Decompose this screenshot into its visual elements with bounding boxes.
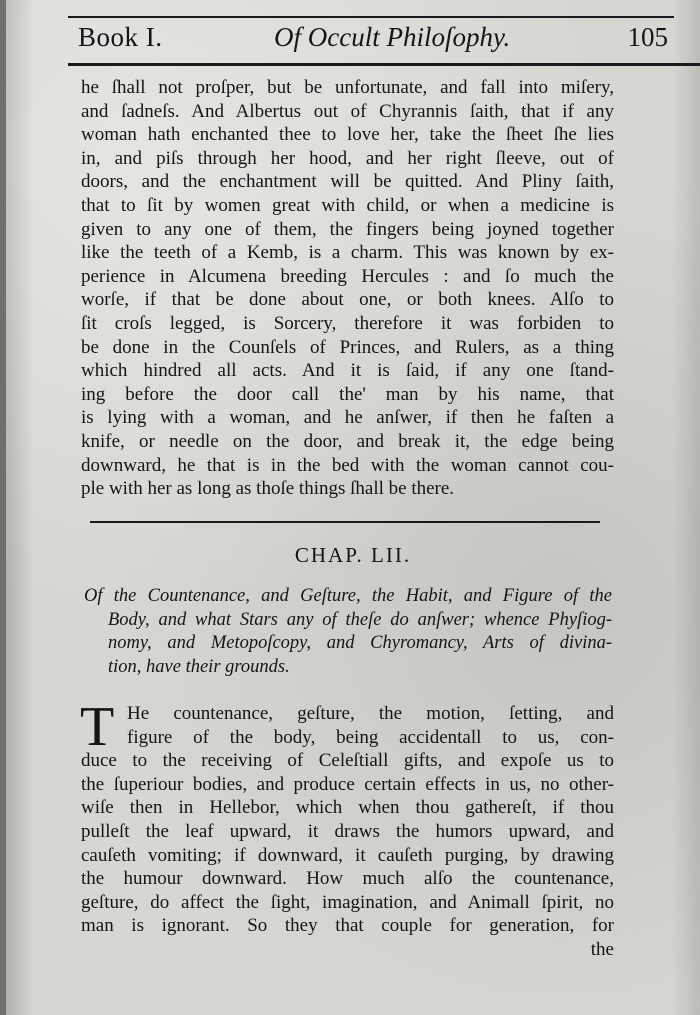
page-number: 105 xyxy=(627,22,668,52)
text-line: man is ignorant. So they that couple for generation, for xyxy=(81,915,614,937)
text-line: doors, and the enchantment will be quitted. And Pliny ſaith, xyxy=(81,171,614,193)
text-line: the humour downward. How much alſo the countenance, xyxy=(81,868,614,890)
text-line: is lying with a woman, and he anſwer, if then he faſten a xyxy=(81,407,614,429)
text-line: and ſadneſs. And Albertus out of Chyrannis ſaith, that if any xyxy=(81,100,614,122)
book-page xyxy=(6,0,700,1015)
text-line: the ſuperiour bodies, and produce certain effects in us, no other- xyxy=(81,773,614,795)
catchword: the xyxy=(590,938,614,960)
text-line: woman hath enchanted thee to love her, take the ſheet ſhe lies xyxy=(81,124,614,146)
text-line: duce to the receiving of Celeſtiall gifts, and expoſe us to xyxy=(81,750,614,772)
text-line: wiſe then in Hellebor, which when thou gathereſt, if thou xyxy=(81,797,614,819)
drop-cap: T xyxy=(80,696,115,758)
text-line: knife, or needle on the door, and break it, the edge being xyxy=(81,430,614,452)
running-title: Of Occult Philoſophy. xyxy=(274,22,511,52)
summary-line: tion, have their grounds. xyxy=(108,656,290,677)
text-line: He countenance, geſture, the motion, ſetting, and xyxy=(127,703,614,724)
section-divider xyxy=(90,521,600,523)
text-line: he ſhall not proſper, but be unfortunate, and fall into miſery, xyxy=(81,77,614,98)
text-line: figure of the body, being accidentall to us, con- xyxy=(127,726,614,748)
text-line: worſe, if that be done about one, or both knees. Alſo to xyxy=(81,289,614,311)
text-line: geſture, do affect the ſight, imagination, and Animall ſpirit, no xyxy=(81,891,614,913)
book-number: Book I. xyxy=(78,22,163,52)
text-line: that to ſit by women great with child, or when a medicine is xyxy=(81,194,614,216)
paragraph-continued xyxy=(81,76,614,501)
text-line: which hindred all acts. And it is ſaid, if any one ſtand- xyxy=(81,360,614,382)
text-line: be done in the Counſels of Princes, and Rulers, as a thing xyxy=(81,336,614,358)
text-line: ſit croſs legged, is Sorcery, therefore it was forbiden to xyxy=(81,312,614,334)
text-line: ing before the door call the' man by his name, that xyxy=(81,383,614,405)
summary-line: Of the Countenance, and Geſture, the Habit, and Figure of the xyxy=(84,586,612,606)
text-line: ple with her as long as thoſe things ſhall be there. xyxy=(81,478,455,500)
chapter-body xyxy=(80,696,614,962)
chapter-summary xyxy=(84,585,612,679)
summary-line: Body, and what Stars any of theſe do anſwer; whence Phyſiog- xyxy=(108,609,612,630)
text-line: perience in Alcumena breeding Hercules : and ſo much the xyxy=(81,265,614,287)
header-rule-top xyxy=(68,16,674,18)
text-line: pulleſt the leaf upward, it draws the humors upward, and xyxy=(81,820,614,842)
text-line: cauſeth vomiting; if downward, it cauſeth purging, by drawing xyxy=(81,844,614,866)
text-line: given to any one of them, the fingers being joyned together xyxy=(81,218,614,240)
text-line: in, and piſs through her hood, and her right ſleeve, out of xyxy=(81,147,614,169)
header-rule-bottom xyxy=(68,63,700,66)
running-header xyxy=(74,20,674,56)
summary-line: nomy, and Metopoſcopy, and Chyromancy, Arts of divina- xyxy=(108,633,612,654)
text-line: like the teeth of a Kemb, is a charm. This was known by ex- xyxy=(81,242,614,264)
text-line: downward, he that is in the bed with the woman cannot cou- xyxy=(81,454,614,476)
chapter-heading: CHAP. LII. xyxy=(294,543,412,567)
